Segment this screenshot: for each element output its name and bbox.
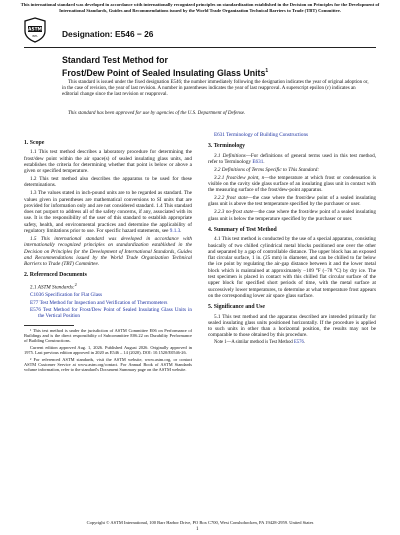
top-divider xyxy=(24,47,376,48)
page-number: 1 xyxy=(196,527,199,532)
right-column xyxy=(208,132,376,347)
section-3-heading: 3. Terminology xyxy=(208,143,246,150)
svg-text:ASTM: ASTM xyxy=(28,27,42,33)
paragraph-1-3: 1.3 The values stated in inch-pound units are to be regarded as standard. The values given in parentheses are mathematical conversions to SI units that are provided for information only and are not considered standard. 1.4 This standard does not purport to address all of the safety concerns, if any, associated with its use. It is the responsibility of the user of this standard to establish appropriate safety, health, and environmental practices and determine the applicability of regulatory limitations prior to use. For specific hazard statements, see 9.1.3. xyxy=(24,190,192,235)
left-column xyxy=(24,135,192,374)
reference-e77: E77 Test Method for Inspection and Verification of Thermometers xyxy=(30,299,168,306)
link-e631[interactable]: E631 xyxy=(214,132,225,138)
title-line-2: Frost/Dew Point of Sealed Insulating Glass Units$^1$ xyxy=(62,67,269,78)
paragraph-3-2-2: 3.2.2 frost state—the case where the frost/dew point of a sealed insulating glass unit is above the test temperature specified by the purchaser or user. xyxy=(208,195,377,208)
link-e576-note[interactable]: E576 xyxy=(293,340,304,346)
svg-text:INTL: INTL xyxy=(32,35,38,38)
link-e77[interactable]: E77 xyxy=(30,299,39,306)
footnote-2: ² For referenced ASTM standards, visit the ASTM website, www.astm.org, or contact ASTM Customer Service at www.astm.org/contact. For Annual Book of ASTM Standards volume information, refer to the standard's Document Summary page on the ASTM website. xyxy=(24,356,192,373)
paragraph-3-2: 3.2 Definitions of Terms Specific to This Standard: xyxy=(214,166,320,173)
paragraph-5-1: 5.1 This test method and the apparatus described are intended primarily for sealed insulating glass units positioned horizontally. If the procedure is applied to such units in other than a horizontal position, the results may not be comparable to those obtained by this procedure. xyxy=(208,313,376,339)
footnote-divider xyxy=(24,325,74,326)
paragraph-4-1: 4.1 This test method is conducted by the use of a special apparatus, consisting basically of two chilled cylindrical metal blocks positioned one over the other and separated by a gap of controllable distance. The upper block has an exposed flat circular surface, 1 in. (25 mm) in diameter, and can be chilled to far below the ice point by regulating the air-gap distance between it and the lower metal block which is maintained at approximately −109 °F (−78 °C) by dry ice. The test specimen is placed in contact with this chilled flat circular surface of the upper block for specified short periods of time, with the metal surface at successively lower temperatures, to determine at what temperature frost appears on the corresponding lower air space glass surface. xyxy=(208,236,376,299)
footnote-1-b: Current edition approved Aug. 1, 2026. Published August 2026. Originally approved in 1975. Last previous edition approved in 2020 as E546 – 14 (2020). DOI: 10.1520/E0546-26. xyxy=(24,344,192,356)
title-line-1: Standard Test Method for xyxy=(62,55,168,65)
section-4-heading: 4. Summary of Test Method xyxy=(208,226,277,233)
page-title xyxy=(62,55,268,79)
designation: Designation: E546 − 26 xyxy=(62,29,154,39)
copyright-footer: Copyright © ASTM International, 100 Barr Harbor Drive, PO Box C700, West Conshohocken, PA 19428-2959. United States xyxy=(86,520,314,525)
footnote-1: ¹ This test method is under the jurisdiction of ASTM Committee E06 on Performance of Buildings and is the direct responsibility of Subcommittee E06.22 on Durability Performance of Building Constructions. xyxy=(24,327,192,344)
footnotes xyxy=(24,328,192,373)
header-notice: This international standard was developed in accordance with internationally recognized principles on standardization established in the Decision on Principles for the Development of International Standards, Guides and Recommendations issued by the World Trade Organization Technical Barriers to Trade (TBT) Committee. xyxy=(20,2,380,13)
paragraph-3-2-1: 3.2.1 frost/dew point, n—the temperature at which frost or condensation is visible on the cavity side glass surface of an insulating glass unit in contact with the measuring surface of the frost/dew-point apparatus. xyxy=(208,174,376,194)
astm-standards-label: 2.1 ASTM Standards:$^2$ xyxy=(30,281,77,291)
paragraph-3-1: 3.1 Definitions—For definitions of general terms used in this test method, refer to Terminology E631. xyxy=(208,152,377,165)
link-c1036[interactable]: C1036 xyxy=(30,292,44,299)
paragraph-1-5: 1.5 This international standard was developed in accordance with internationally recognized principles on standardization established in the Decision on Principles for the Development of International Standards, Guides and Recommendations issued by the World Trade Organization Technical Barriers to Trade (TBT) Committee. xyxy=(24,235,192,268)
preface-text: This standard is issued under the fixed designation E546; the number immediately following the designation indicates the year of original adoption or, in the case of revision, the year of last revision. A number in parentheses indicates the year of last reapproval. A superscript epsilon (ε) indicates an editorial change since the last revision or reapproval. xyxy=(62,80,369,97)
reference-c1036: C1036 Specification for Flat Glass xyxy=(30,292,103,299)
note-1: Note 1—A similar method is Test Method E576. xyxy=(214,340,306,346)
approval-note: This standard has been approved for use by agencies of the U.S. Department of Defense. xyxy=(68,111,246,116)
section-2-heading: 2. Referenced Documents xyxy=(24,272,87,279)
link-e576[interactable]: E576 xyxy=(30,306,41,313)
section-1-heading: 1. Scope xyxy=(24,140,45,146)
paragraph-1-1: 1.1 This test method describes a laboratory procedure for determining the frost/dew point within the air space(s) of sealed insulating glass units, and establishes the criteria for determining whether that point is below or above a given or specified temperature. xyxy=(24,149,192,175)
link-9-1-3[interactable]: 9.1.3 xyxy=(169,228,181,235)
section-5-heading: 5. Significance and Use xyxy=(208,304,266,311)
paragraph-1-2: 1.2 This test method also describes the apparatus to be used for these determinations. xyxy=(24,176,192,189)
link-e631-term[interactable]: E631 xyxy=(252,158,264,165)
paragraph-3-2-3: 3.2.3 no-frost state—the case where the frost/dew point of a sealed insulating glass unit is below the temperature specified by the purchaser or user. xyxy=(208,209,376,222)
astm-logo-icon xyxy=(24,17,46,43)
reference-e631: E631 Terminology of Building Constructions xyxy=(214,132,309,138)
reference-e576: E576 Test Method for Frost/Dew Point of Sealed Insulating Glass Units in the Vertical Position xyxy=(30,306,192,320)
